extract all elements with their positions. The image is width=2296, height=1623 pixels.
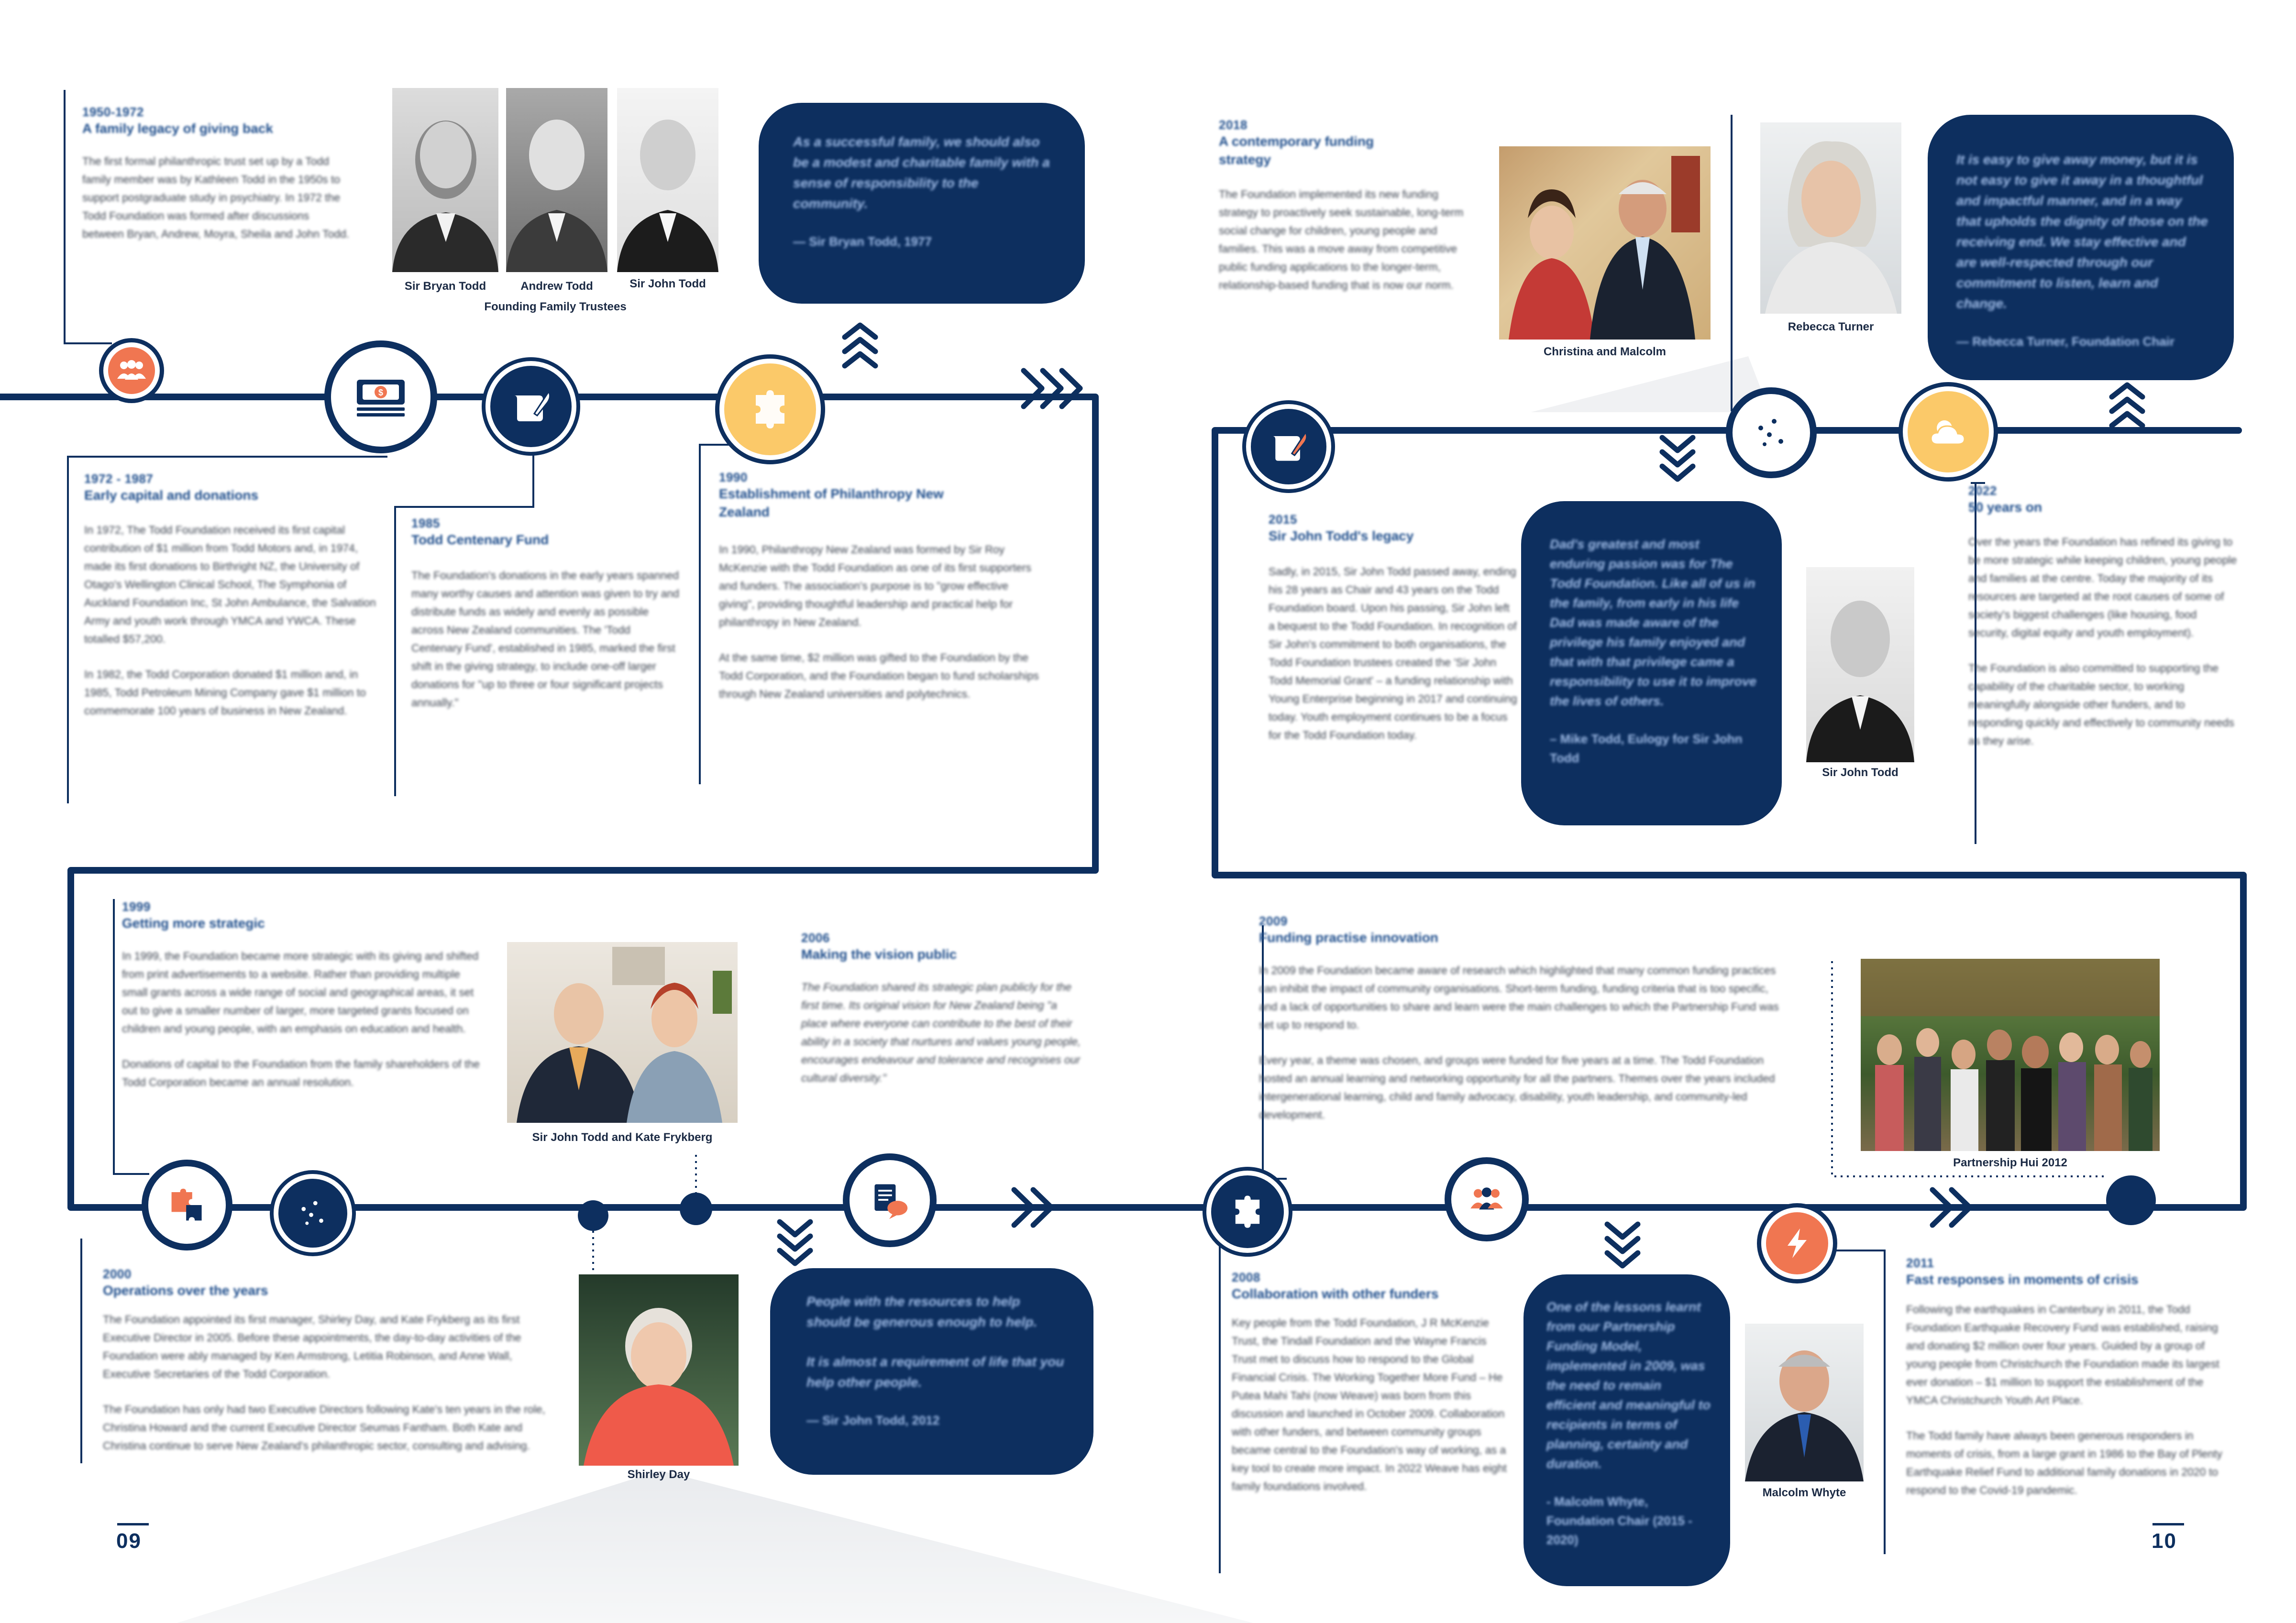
quote-box-malcolm	[1523, 1274, 1730, 1586]
lightning-bolt-icon	[1761, 1207, 1833, 1279]
entry-body: The Foundation appointed its first manager, Shirley Day, and Kate Frykberg as its first Executive Director in 2005. Before these appointments, the day-to-day activities of the Foundation were ably managed by Ken Armstrong, Letitia Robinson, and Anne Wall, Executive Secretaries of the Todd Corporation.	[103, 1313, 521, 1380]
quote-box-rebecca	[1928, 115, 2234, 380]
sun-cloud-icon	[1903, 386, 1994, 477]
photo-caption: Shirley Day	[627, 1468, 690, 1481]
entry-2009	[1259, 913, 1780, 1141]
chevron-down-icon	[780, 1222, 810, 1263]
entry-year: 2011	[1906, 1256, 1934, 1270]
entry-heading: A contemporary funding strategy	[1219, 134, 1374, 167]
entry-body: The Foundation implemented its new funding strategy to proactively seek sustainable, long-term social change for children, young people and families. This was a move away from competitive public funding applications to the longer-term, relationship-based funding that is now our norm.	[1219, 188, 1464, 291]
people-group-icon	[103, 342, 160, 399]
entry-2006	[801, 930, 1083, 1104]
entry-year: 2009	[1259, 914, 1288, 928]
entry-body: The first formal philanthropic trust set up by a Todd family member was by Kathleen Todd in the 1950s to support postgraduate study in psychiatry. In 1972 the Todd Foundation was formed after discussions between Bryan, Andrew, Moyra, Sheila and John Todd.	[82, 155, 350, 240]
quote-text: Dad's greatest and most enduring passion was for The Todd Foundation. Like all of us in the family, from early in his life Dad was made aware of the privilege his family enjoyed and that with that privilege came a responsibility to use it to improve the lives of others.	[1550, 537, 1757, 708]
entry-year: 2008	[1232, 1270, 1260, 1284]
entry-heading: Early capital and donations	[84, 488, 259, 503]
entry-2015	[1269, 512, 1517, 761]
decorative-wedge	[177, 1470, 1253, 1623]
entry-year: 2000	[103, 1267, 132, 1281]
scroll-quill-icon	[486, 361, 576, 452]
document-speech-icon	[843, 1153, 937, 1247]
timeline-dot	[2106, 1175, 2156, 1225]
entry-year: 2006	[801, 931, 830, 945]
timeline-dot	[680, 1193, 712, 1225]
constellation-icon	[274, 1174, 352, 1252]
chevron-up-icon	[845, 325, 875, 366]
entry-year: 1999	[122, 899, 151, 914]
entry-2018	[1219, 117, 1487, 311]
photo-rebecca-turner	[1760, 122, 1901, 314]
entry-year: 2015	[1269, 512, 1297, 526]
quote-attribution: - Malcolm Whyte, Foundation Chair (2015 - 2020)	[1546, 1494, 1692, 1547]
founder-caption: Andrew Todd	[520, 280, 593, 293]
entry-year: 1990	[719, 470, 748, 484]
entry-body: The Todd family have always been generous responders in moments of crisis, from a large grant in 1986 to the Bay of Plenty Earthquake Relief Fund to additional family donations in 2020 to respond to the Covid-19 pandemic.	[1906, 1429, 2222, 1496]
entry-heading: Getting more strategic	[122, 916, 265, 931]
entry-1972	[84, 471, 381, 737]
quote-attribution: — Sir John Todd, 2012	[806, 1413, 940, 1427]
entry-year: 1950-1972	[82, 105, 144, 119]
entry-year: 1972 - 1987	[84, 472, 154, 486]
entry-body: Sadly, in 2015, Sir John Todd passed away, ending his 28 years as Chair and 43 years on the Todd Foundation board. Upon his passing, Sir John left a bequest to the Todd Foundation. In recognition of Sir John's commitment to both organisations, the Todd Foundation trustees created the 'Sir John Todd Memorial Grant' – a funding relationship with Young Enterprise beginning in 2017 and continuing today. Youth employment continues to be a focus for the Todd Foundation today.	[1269, 565, 1517, 741]
founder-caption: Sir John Todd	[629, 277, 706, 290]
timeline-dot	[578, 1200, 608, 1231]
entry-body: In 1999, the Foundation became more strategic with its giving and shifted from print advertisements to a website. Rather than providing multiple small grants across a wide range of social and geographical areas, it set out to give a smaller number of larger, more targeted grants focused on children and young people, with an emphasis on education and health.	[122, 950, 479, 1035]
entry-body: In 2009 the Foundation became aware of research which highlighted that many common funding practices can inhibit the impact of community organisations. Short-term funding, funding criteria that is too specific, and a lack of opportunities to share and learn were the main challenges to which the Partnership Fund was set up to respond to.	[1259, 964, 1779, 1031]
constellation-icon	[1726, 387, 1817, 478]
photo-caption: Sir John Todd and Kate Frykberg	[532, 1131, 713, 1144]
quote-text: One of the lessons learnt from our Partnership Funding Model, implemented in 2009, was the need to remain efficient and meaningful to recipients in terms of planning, certainty and duration.	[1546, 1300, 1711, 1471]
page-number-rule	[117, 1523, 149, 1525]
photo-caption: Christina and Malcolm	[1543, 345, 1667, 358]
entry-body: In 1982, the Todd Corporation donated $1 million and, in 1985, Todd Petroleum Mining Company gave $1 million to commemorate 100 years of business in New Zealand.	[84, 668, 366, 717]
entry-year: 2022	[1968, 483, 1997, 498]
chevron-down-icon	[1662, 438, 1693, 479]
entry-1985	[411, 515, 679, 729]
entry-heading: Fast responses in moments of crisis	[1906, 1272, 2139, 1287]
entry-heading: Sir John Todd's legacy	[1269, 528, 1414, 543]
entry-body: The Foundation has only had two Executive Directors following Kate's ten years in the role, Christina Howard and the current Executive Director Seumas Fantham. Both Kate and Christina continue to serve New Zealand's philanthropic sector, consulting and advising.	[103, 1403, 545, 1452]
photo-caption: Rebecca Turner	[1788, 320, 1874, 333]
entry-heading: Making the vision public	[801, 947, 957, 962]
photo-christina-malcolm	[1499, 146, 1711, 340]
entry-2022	[1968, 483, 2239, 767]
photo-partnership-hui	[1861, 959, 2160, 1151]
quote-box-2012	[770, 1268, 1093, 1475]
entry-year: 2018	[1219, 118, 1247, 132]
quote-text: People with the resources to help should be generous enough to help.	[806, 1294, 1038, 1329]
entry-heading: Operations over the years	[103, 1283, 268, 1298]
page-number-right: 10	[2152, 1529, 2177, 1553]
entry-heading: 50 years on	[1968, 500, 2042, 515]
quote-box-1977	[759, 103, 1085, 304]
portrait-sir-john-todd	[1806, 567, 1914, 762]
entry-heading: A family legacy of giving back	[82, 121, 273, 136]
puzzle-pieces-icon	[142, 1160, 232, 1250]
entry-2011	[1906, 1255, 2234, 1516]
money-stack-icon	[324, 340, 437, 453]
svg-text:$: $	[378, 388, 384, 397]
entry-2000	[103, 1266, 550, 1472]
photo-malcolm-whyte	[1745, 1324, 1864, 1481]
entry-body: Following the earthquakes in Canterbury in 2011, the Todd Foundation Earthquake Recovery Fund was established, raising and donating $2 million over four years. Guided by a group of young people from Christchurch the Foundation made its largest ever donation – $1 million to support the establishment of the YMCA Christchurch Youth Art Place.	[1906, 1303, 2219, 1406]
entry-body: The Foundation shared its strategic plan publicly for the first time. Its original vision for New Zealand being "a place where everyone can contribute to the best of their ability in a society that nurtures and values young people, encourages endeavour and tolerance and recognises our cultural diversity."	[801, 981, 1081, 1084]
quote-box-mike-todd	[1521, 501, 1782, 825]
photo-caption: Sir John Todd	[1822, 766, 1899, 779]
quote-attribution: — Rebecca Turner, Foundation Chair	[1956, 334, 2175, 349]
entry-body: Every year, a theme was chosen, and groups were funded for five years at a time. The Todd Foundation hosted an annual learning and networking opportunity for all the partners. Themes over the years included intergenerational learning, child and family advocacy, disability, youth leadership, and community-led development.	[1259, 1054, 1775, 1121]
entry-body: Donations of capital to the Foundation from the family shareholders of the Todd Corporation became an annual resolution.	[122, 1058, 480, 1088]
puzzle-pieces-icon	[1206, 1171, 1289, 1253]
entry-body: At the same time, $2 million was gifted to the Foundation by the Todd Corporation, and the Foundation began to fund scholarships through New Zealand universities and polytechnics.	[719, 651, 1039, 700]
entry-heading: Establishment of Philanthropy New Zealand	[719, 486, 944, 519]
entry-year: 1985	[411, 516, 440, 530]
entry-2008	[1232, 1270, 1514, 1513]
entry-heading: Collaboration with other funders	[1232, 1286, 1439, 1301]
people-group-icon	[1445, 1157, 1529, 1241]
portrait-bryan-todd	[392, 88, 498, 272]
entry-body: The Foundation's donations in the early years spanned many worthy causes and attention was given to try and distribute funds as widely and evenly as possible across New Zealand communities. The 'Todd Centenary Fund', established in 1985, marked the first shift in the giving strategy, to include one-off larger donations for "up to three or four significant projects annually."	[411, 569, 679, 709]
quote-text: As a successful family, we should also be a modest and charitable family with a sense of responsibility to the community.	[793, 134, 1050, 211]
quote-text: It is easy to give away money, but it is not easy to give it away in a thoughtful and impactful manner, and in a way that upholds the dignity of those on the receiving end. We stay effective and are well-respected through our commitment to listen, learn and change.	[1956, 152, 2208, 311]
entry-heading: Funding practise innovation	[1259, 930, 1438, 945]
entry-body: The Foundation is also committed to supporting the capability of the charitable sector, to working meaningfully alongside other funders, and to responding quickly and effectively to community needs as they arise.	[1968, 662, 2234, 747]
photo-caption: Partnership Hui 2012	[1953, 1156, 2067, 1169]
photo-shirley-day	[579, 1274, 739, 1466]
scroll-quill-icon	[1246, 404, 1331, 489]
chevron-up-icon	[2112, 385, 2142, 426]
page-number-rule	[2152, 1523, 2184, 1525]
entry-body: Over the years the Foundation has refined its giving to be more strategic while keeping children, young people and families at the centre. Today the majority of its resources are targeted at the root causes of some of society's biggest challenges (like housing, food security, digital equity and youth employment).	[1968, 536, 2237, 639]
entry-1950	[82, 104, 350, 260]
page-number-left: 09	[116, 1529, 142, 1553]
chevron-right-icon	[1024, 371, 1080, 406]
photo-caption: Malcolm Whyte	[1762, 1486, 1846, 1499]
entry-1999	[122, 899, 486, 1108]
quote-attribution: — Sir Bryan Todd, 1977	[793, 234, 932, 249]
entry-heading: Todd Centenary Fund	[411, 532, 549, 547]
puzzle-pieces-icon	[719, 359, 821, 460]
entry-body: Key people from the Todd Foundation, J R McKenzie Trust, the Tindall Foundation and the Wayne Francis Trust met to discuss how to respond to the Global Financial Crisis. The Working Together More Fund – He Putea Mahi Tahi (now Weave) was born from this discussion and launched in October 2009. Collaboration with other funders, and between community groups became central to the Foundation's way of working, as a key tool to create more impact. In 2022 Weave has eight family foundations involved.	[1232, 1316, 1507, 1492]
entry-1990	[719, 470, 1044, 720]
portrait-john-todd	[617, 88, 718, 272]
quote-text: It is almost a requirement of life that you help other people.	[806, 1354, 1064, 1390]
quote-attribution: – Mike Todd, Eulogy for Sir John Todd	[1550, 732, 1743, 765]
founder-caption: Sir Bryan Todd	[404, 280, 486, 293]
portrait-andrew-todd	[506, 88, 607, 272]
entry-body: In 1990, Philanthropy New Zealand was formed by Sir Roy McKenzie with the Todd Foundation as one of its first supporters and funders. The association's purpose is to "grow effective giving", providing thoughtful leadership and practical help for philanthropy in New Zealand.	[719, 543, 1031, 628]
entry-body: In 1972, The Todd Foundation received its first capital contribution of $1 million from Todd Motors and, in 1974, made its first donations to Birthright NZ, the University of Otago's Wellington Clinical School, The Symphonia of Auckland Foundation Inc, St John Ambulance, the Salvation Army and youth work through YMCA and YWCA. These totalled $57,200.	[84, 524, 376, 645]
decorative-wedge	[1531, 356, 1770, 412]
photo-john-kate	[507, 942, 738, 1123]
chevron-down-icon	[1607, 1224, 1638, 1266]
founders-group-caption: Founding Family Trustees	[484, 300, 627, 313]
